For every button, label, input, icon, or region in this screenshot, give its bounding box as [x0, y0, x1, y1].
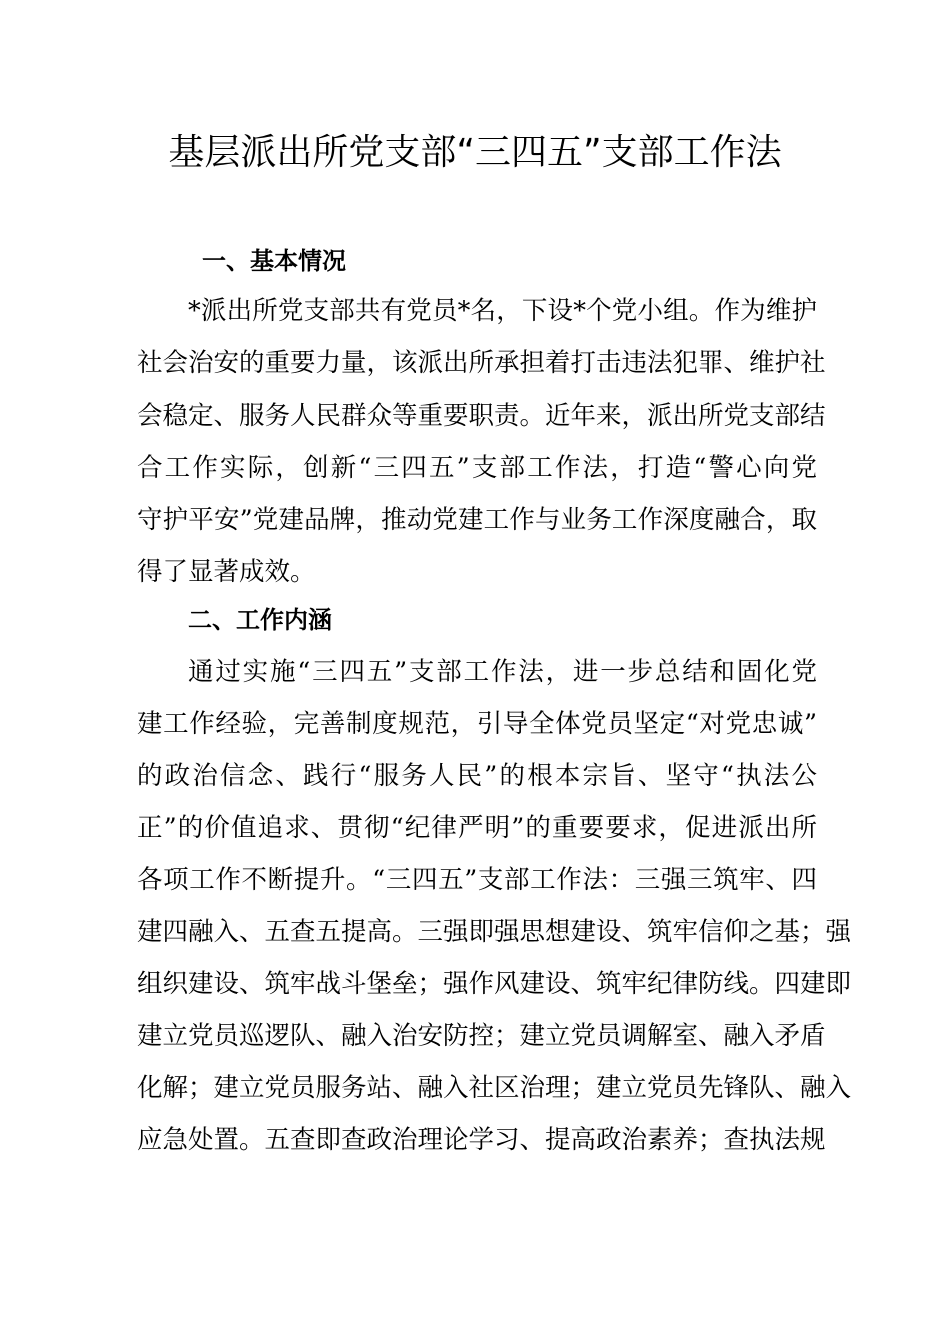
paragraph-line: 得了显著成效。: [137, 557, 316, 587]
paragraph-line: 建工作经验，完善制度规范，引导全体党员坚定“对党忠诚”: [137, 709, 817, 739]
paragraph-line: *派出所党支部共有党员*名，下设*个党小组。作为维护: [188, 296, 817, 326]
paragraph-line: 通过实施“三四五”支部工作法，进一步总结和固化党: [188, 657, 817, 687]
section-heading-work-connotation: 二、工作内涵: [188, 606, 332, 634]
paragraph-line: 建立党员巡逻队、融入治安防控；建立党员调解室、融入矛盾: [137, 1021, 826, 1051]
paragraph-line: 建四融入、五查五提高。三强即强思想建设、筑牢信仰之基；强: [137, 917, 852, 947]
paragraph-line: 化解；建立党员服务站、融入社区治理；建立党员先锋队、融入: [137, 1073, 852, 1103]
paragraph-line: 的政治信念、践行“服务人民”的根本宗旨、坚守“执法公: [137, 761, 817, 791]
paragraph-line: 各项工作不断提升。“三四五”支部工作法：三强三筑牢、四: [137, 865, 817, 895]
paragraph-line: 守护平安”党建品牌，推动党建工作与业务工作深度融合，取: [137, 505, 817, 535]
document-title: 基层派出所党支部“三四五”支部工作法: [168, 132, 782, 173]
paragraph-line: 组织建设、筑牢战斗堡垒；强作风建设、筑牢纪律防线。四建即: [137, 969, 852, 999]
paragraph-line: 会稳定、服务人民群众等重要职责。近年来，派出所党支部结: [137, 401, 826, 431]
paragraph-line: 合工作实际，创新“三四五”支部工作法，打造“警心向党: [137, 453, 817, 483]
paragraph-line: 社会治安的重要力量，该派出所承担着打击违法犯罪、维护社: [137, 348, 826, 378]
paragraph-line: 应急处置。五查即查政治理论学习、提高政治素养；查执法规: [137, 1125, 826, 1155]
paragraph-line: 正”的价值追求、贯彻“纪律严明”的重要要求，促进派出所: [137, 813, 817, 843]
section-heading-basic-situation: 一、基本情况: [202, 247, 346, 275]
